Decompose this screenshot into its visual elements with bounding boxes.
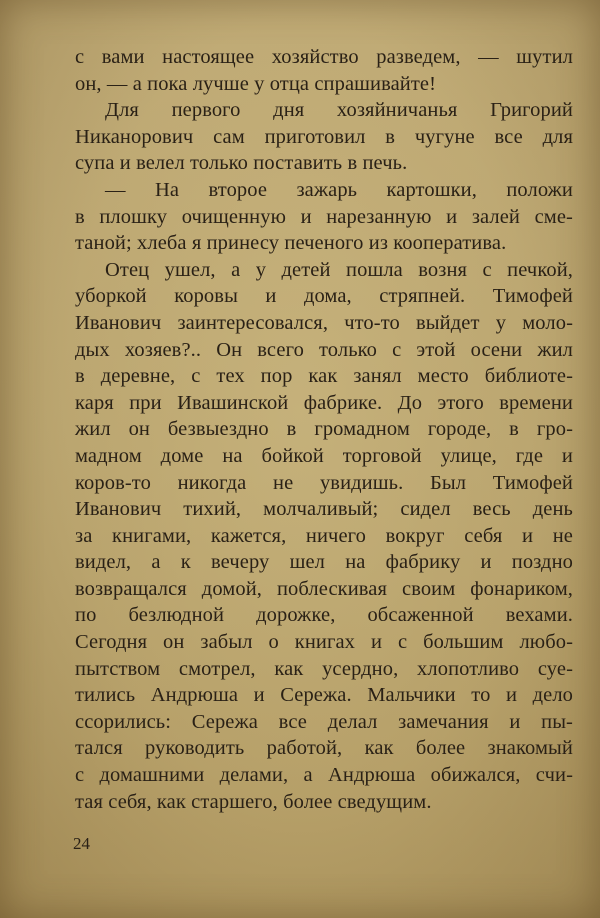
body-text [75, 44, 573, 815]
text-line: Отец ушел, а у детей пошла возня с печкой, [105, 258, 573, 281]
text-line: Иванович тихий, молчаливый; сидел весь день [75, 498, 573, 521]
text-line: дых хозяев?.. Он всего только с этой осени жил [75, 338, 573, 361]
page-number: 24 [73, 834, 90, 853]
text-line: Иванович заинтересовался, что-то выйдет у моло- [75, 311, 573, 334]
text-line: видел, а к вечеру шел на фабрику и поздно [75, 551, 573, 574]
text-line: коров-то никогда не увидишь. Был Тимофей [75, 471, 573, 494]
text-line: жил он безвыездно в громадном городе, в гро- [75, 418, 573, 441]
text-line: возвращался домой, поблескивая своим фонариком, [75, 577, 573, 600]
text-line: пытством смотрел, как усердно, хлопотливо суе- [75, 657, 573, 680]
text-line: Никанорович сам приготовил в чугуне все для [75, 125, 573, 148]
text-line: по безлюдной дорожке, обсаженной вехами. [75, 604, 573, 627]
text-line: Сегодня он забыл о книгах и с большим любо- [75, 631, 573, 654]
text-line: мадном доме на бойкой торговой улице, где и [75, 444, 573, 467]
text-line: с домашними делами, а Андрюша обижался, счи- [75, 764, 573, 787]
text-line: с вами настоящее хозяйство разведем, — шутил [75, 46, 573, 68]
text-line: Для первого дня хозяйничанья Григорий [105, 99, 573, 122]
text-line: уборкой коровы и дома, стряпней. Тимофей [75, 285, 573, 308]
text-line: он, — а пока лучше у отца спрашивайте! [75, 72, 437, 95]
text-line: супа и велел только поставить в печь. [75, 152, 408, 175]
text-line: в плошку очищенную и нарезанную и залей сме- [75, 205, 573, 228]
text-line: в деревне, с тех пор как занял место библиоте- [75, 365, 573, 388]
text-line: тался руководить работой, как более знакомый [75, 737, 573, 760]
text-line: тая себя, как старшего, более сведущим. [75, 790, 432, 813]
text-line: ссорились: Сережа все делал замечания и пы- [75, 710, 573, 733]
text-line: каря при Ивашинской фабрике. До этого времени [75, 391, 573, 414]
text-line: за книгами, кажется, ничего вокруг себя и не [75, 524, 573, 547]
text-line: тились Андрюша и Сережа. Мальчики то и дело [75, 684, 573, 707]
text-line: — На второе зажарь картошки, положи [105, 178, 573, 201]
text-line: таной; хлеба я принесу печеного из кооператива. [75, 232, 507, 255]
